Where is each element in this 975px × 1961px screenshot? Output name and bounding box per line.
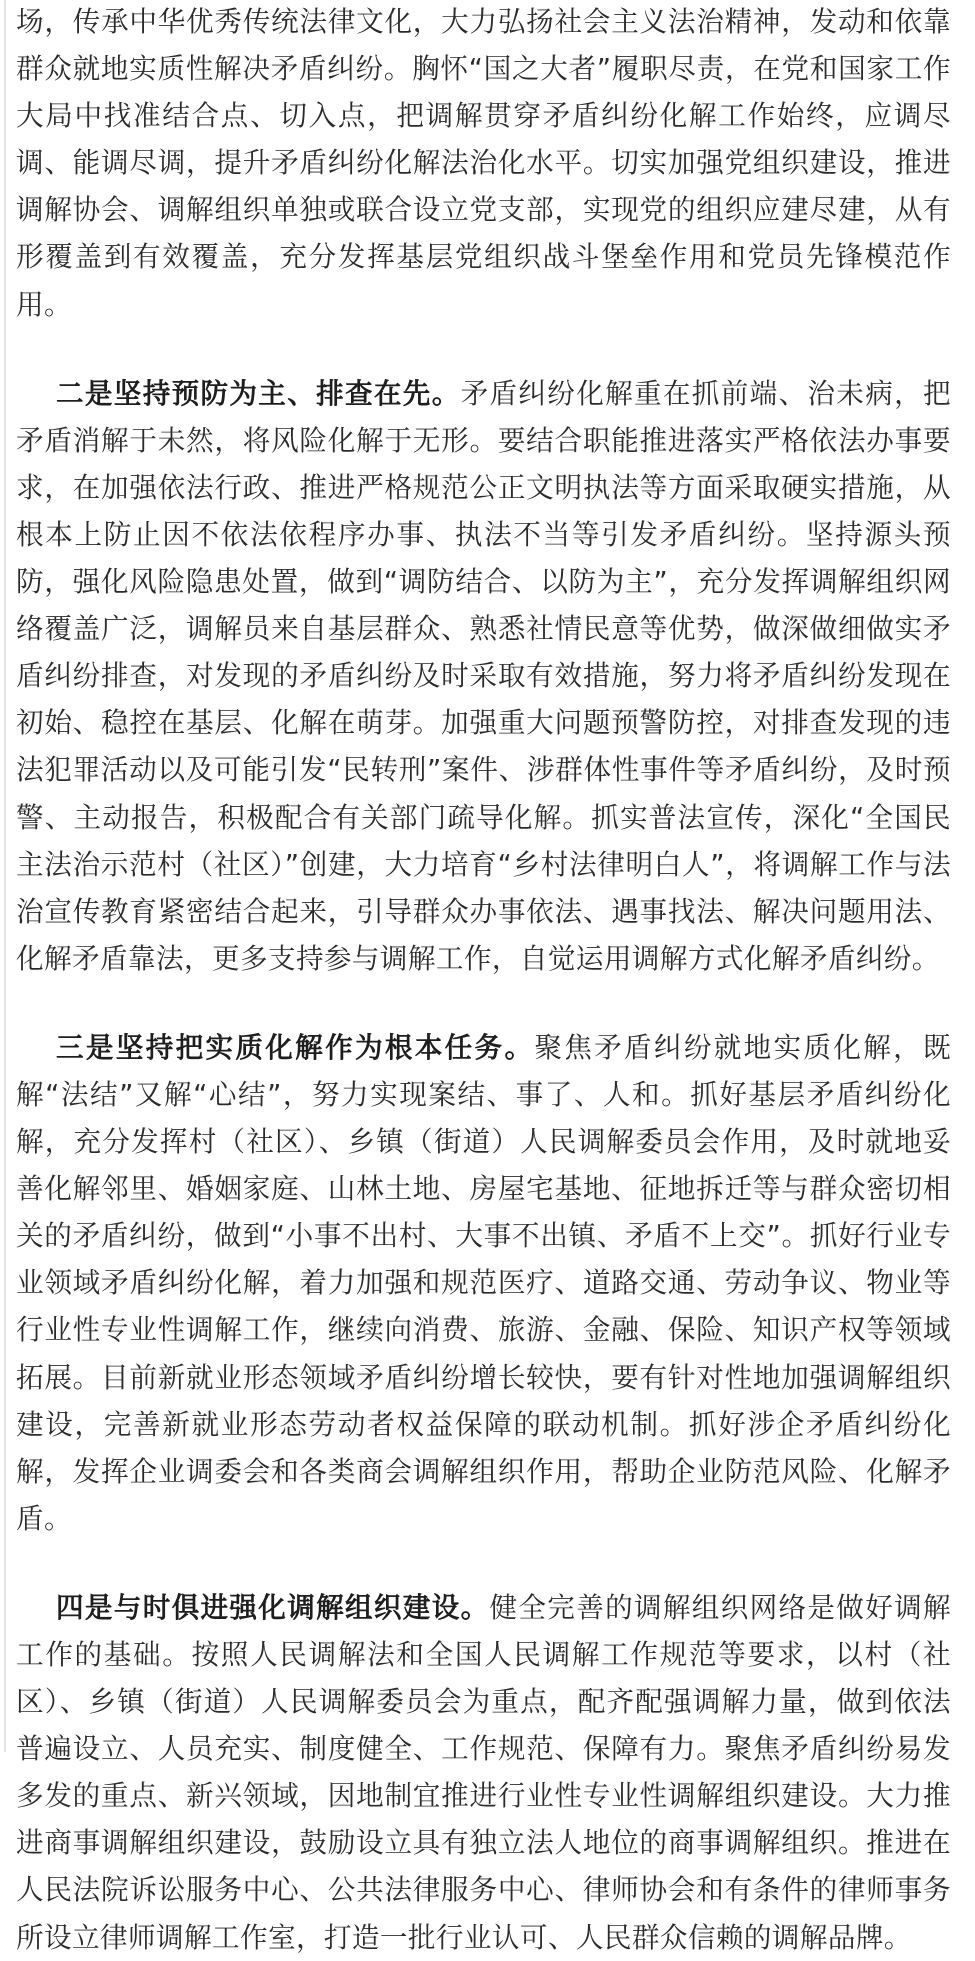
- paragraph-4-lead: 四是与时俱进强化调解组织建设。: [56, 1590, 490, 1624]
- paragraph-3-lead: 三是坚持把实质化解作为根本任务。: [56, 1030, 535, 1064]
- paragraph-3: [16, 1024, 951, 1542]
- paragraph-gap: [16, 1542, 951, 1584]
- paragraph-1: [16, 0, 951, 328]
- paragraph-gap: [16, 982, 951, 1024]
- paragraph-2: [16, 370, 951, 982]
- paragraph-4-text: 健全完善的调解组织网络是做好调解工作的基础。按照人民调解法和全国人民调解工作规范等要求，以村（社区）、乡镇（街道）人民调解委员会为重点，配齐配强调解力量，做到依法普遍设立、人员充实、制度健全、工作规范、保障有力。聚焦矛盾纠纷易发多发的重点、新兴领域，因地制宜推进行业性专业性调解组织建设。大力推进商事调解组织建设，鼓励设立具有独立法人地位的商事调解组织。推进在人民法院诉讼服务中心、公共法律服务中心、律师协会和有条件的律师事务所设立律师调解工作室，打造一批行业认可、人民群众信赖的调解品牌。: [16, 1590, 951, 1954]
- paragraph-1-text: 场，传承中华优秀传统法律文化，大力弘扬社会主义法治精神，发动和依靠群众就地实质性解决矛盾纠纷。胸怀“国之大者”履职尽责，在党和国家工作大局中找准结合点、切入点，把调解贯穿矛盾纠纷化解工作始终，应调尽调、能调尽调，提升矛盾纠纷化解法治化水平。切实加强党组织建设，推进调解协会、调解组织单独或联合设立党支部，实现党的组织应建尽建，从有形覆盖到有效覆盖，充分发挥基层党组织战斗堡垒作用和党员先锋模范作用。: [16, 5, 951, 321]
- paragraph-3-text: 聚焦矛盾纠纷就地实质化解，既解“法结”又解“心结”，努力实现案结、事了、人和。抓好基层矛盾纠纷化解，充分发挥村（社区）、乡镇（街道）人民调解委员会作用，及时就地妥善化解邻里、婚姻家庭、山林土地、房屋宅基地、征地拆迁等与群众密切相关的矛盾纠纷，做到“小事不出村、大事不出镇、矛盾不上交”。抓好行业专业领域矛盾纠纷化解，着力加强和规范医疗、道路交通、劳动争议、物业等行业性专业性调解工作，继续向消费、旅游、金融、保险、知识产权等领域拓展。目前新就业形态领域矛盾纠纷增长较快，要有针对性地加强调解组织建设，完善新就业形态劳动者权益保障的联动机制。抓好涉企矛盾纠纷化解，发挥企业调委会和各类商会调解组织作用，帮助企业防范风险、化解矛盾。: [16, 1030, 951, 1535]
- paragraph-gap: [16, 328, 951, 370]
- paragraph-4: [16, 1584, 951, 1961]
- left-border: [4, 0, 6, 1752]
- paragraph-2-lead: 二是坚持预防为主、排查在先。: [56, 376, 461, 410]
- paragraph-2-text: 矛盾纠纷化解重在抓前端、治未病，把矛盾消解于未然，将风险化解于无形。要结合职能推进落实严格依法办事要求，在加强依法行政、推进严格规范公正文明执法等方面采取硬实措施，从根本上防止因不依法依程序办事、执法不当等引发矛盾纠纷。坚持源头预防，强化风险隐患处置，做到“调防结合、以防为主”，充分发挥调解组织网络覆盖广泛，调解员来自基层群众、熟悉社情民意等优势，做深做细做实矛盾纠纷排查，对发现的矛盾纠纷及时采取有效措施，努力将矛盾纠纷发现在初始、稳控在基层、化解在萌芽。加强重大问题预警防控，对排查发现的违法犯罪活动以及可能引发“民转刑”案件、涉群体性事件等矛盾纠纷，及时预警、主动报告，积极配合有关部门疏导化解。抓实普法宣传，深化“全国民主法治示范村（社区）”创建，大力培育“乡村法律明白人”，将调解工作与法治宣传教育紧密结合起来，引导群众办事依法、遇事找法、解决问题用法、化解矛盾靠法，更多支持参与调解工作，自觉运用调解方式化解矛盾纠纷。: [16, 376, 951, 975]
